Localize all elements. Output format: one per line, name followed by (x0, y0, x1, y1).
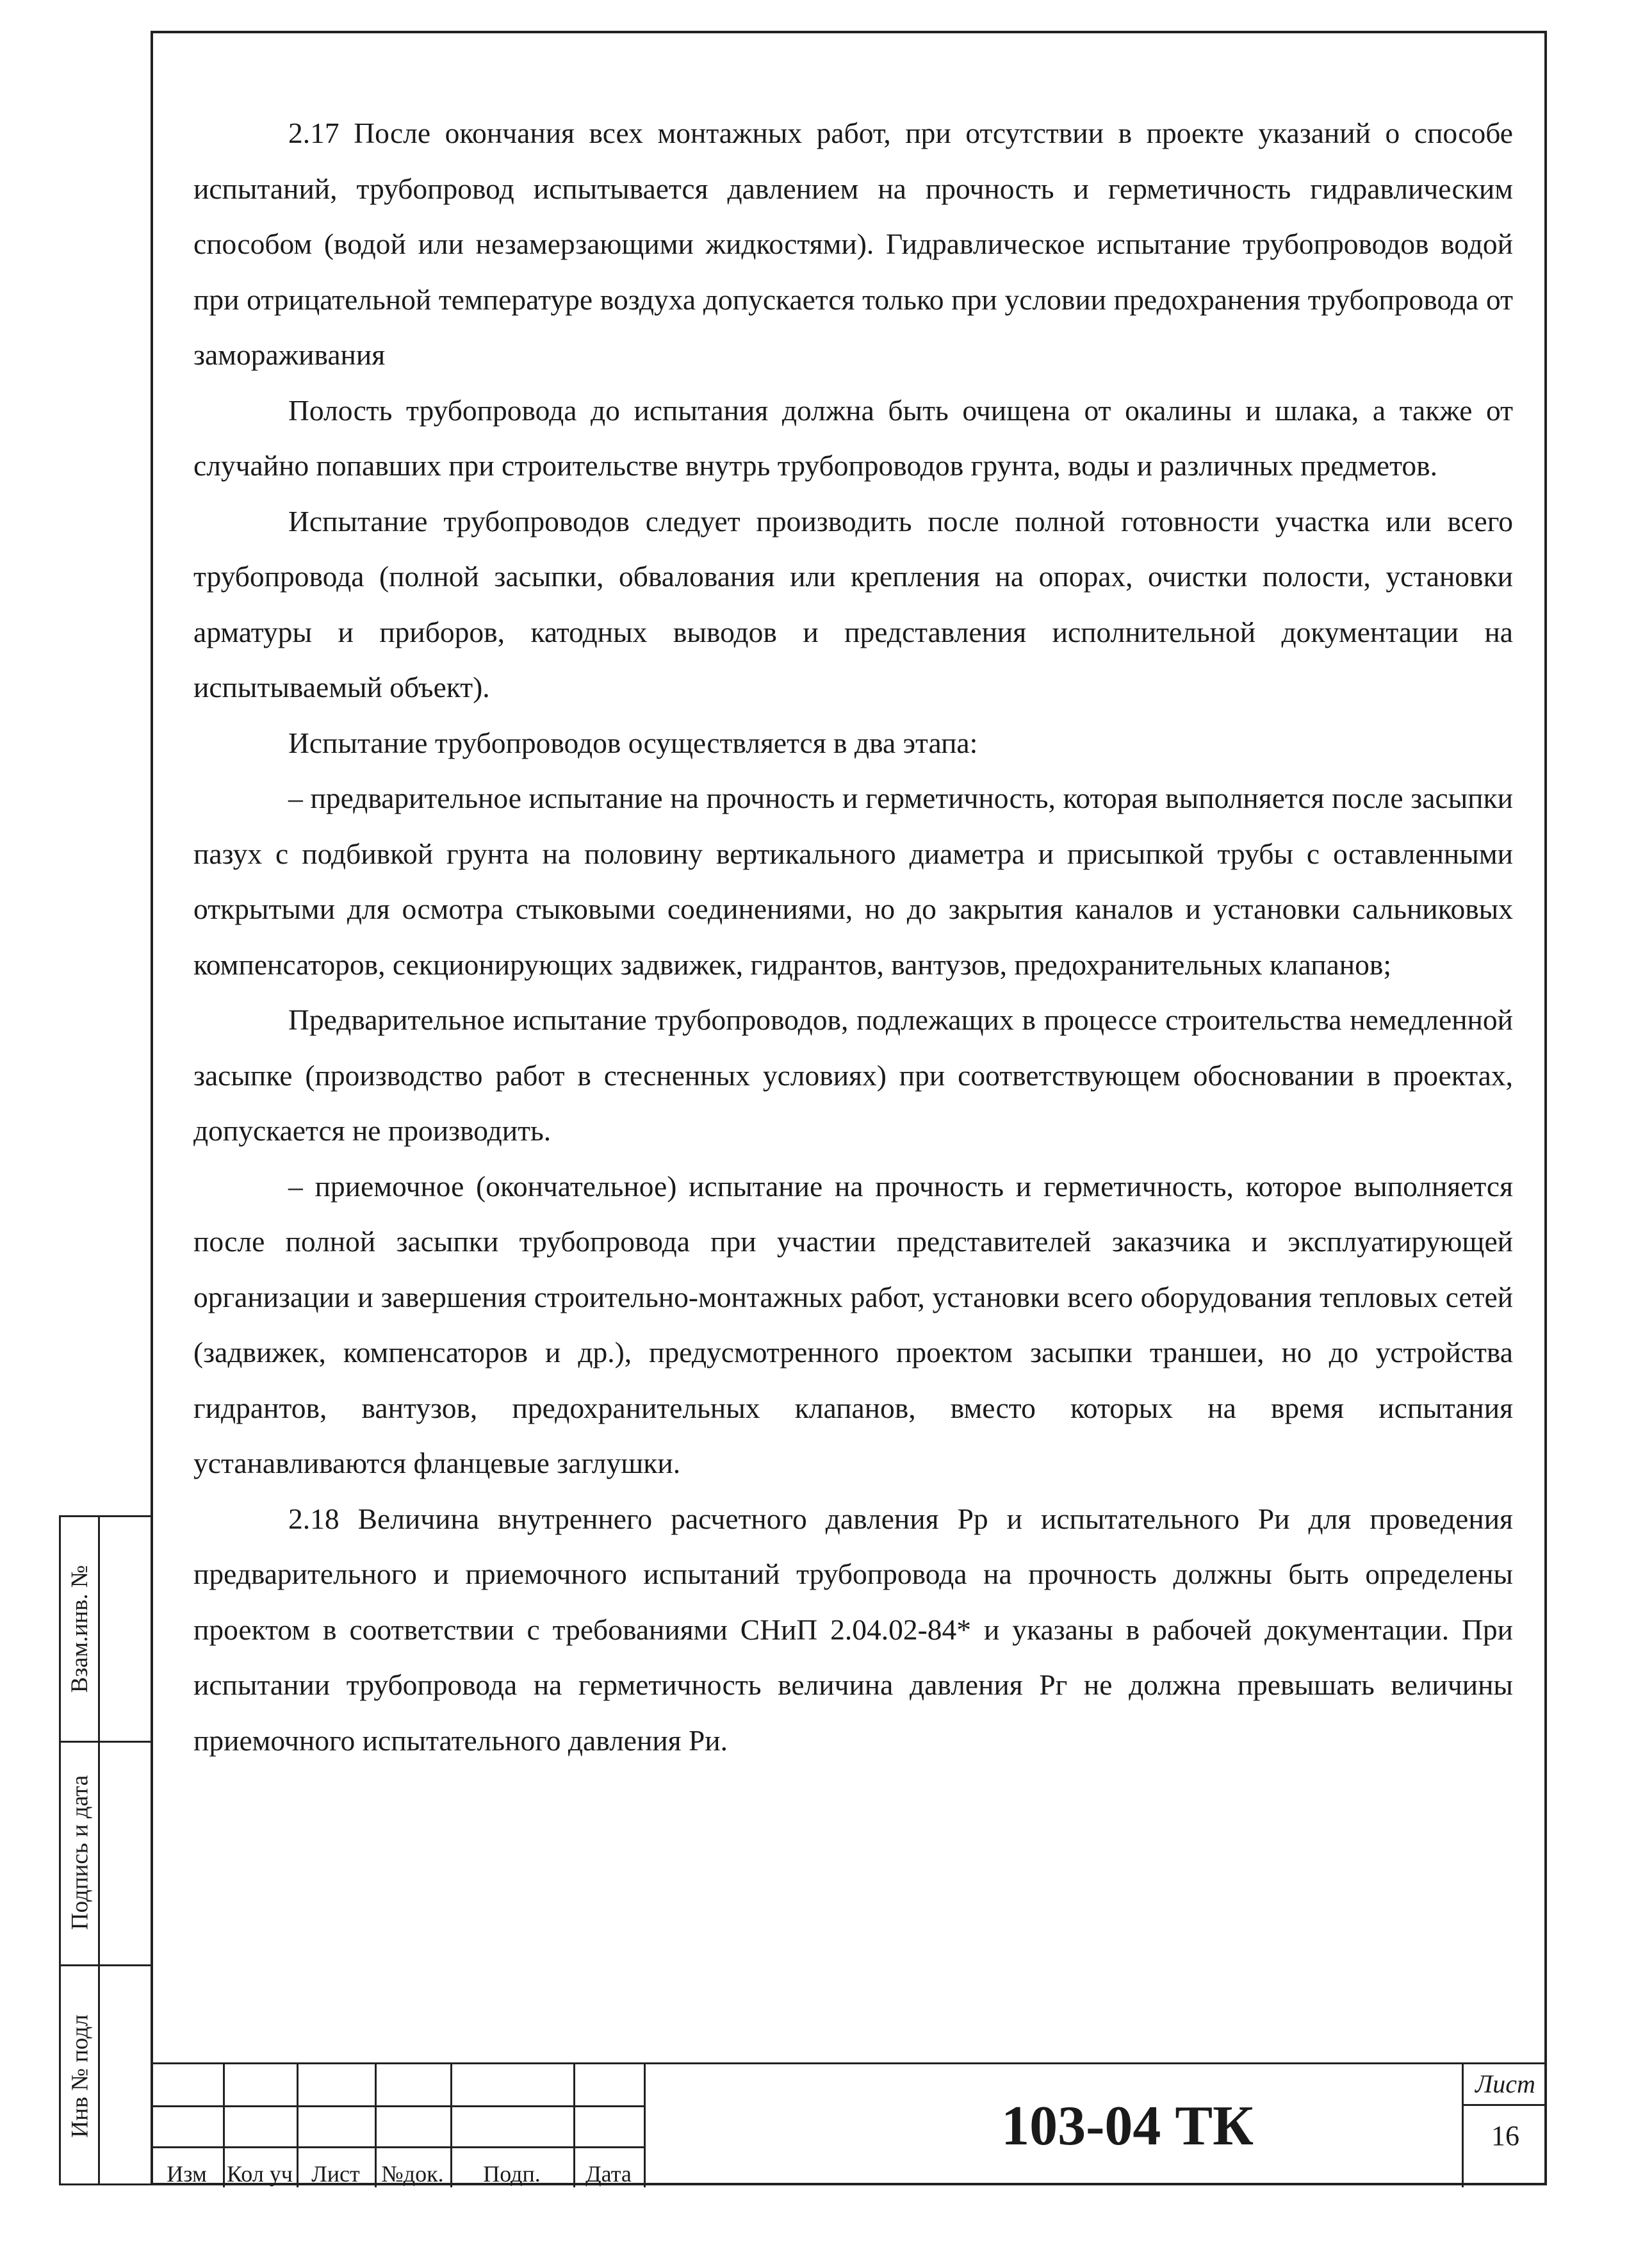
side-stamp-divider (98, 1517, 100, 2183)
label-ndok: №док. (381, 2161, 444, 2187)
sheet-header: Лист (1464, 2064, 1547, 2106)
label-podp: Подп. (483, 2161, 541, 2187)
document-code: 103-04 ТК (1001, 2094, 1254, 2157)
paragraph-acceptance-test: – приемочное (окончательное) испытание на прочность и герметичность, которое выполняется после полной засыпки трубопровода при участии представителей заказчика и эксплуатирующей организации и завершения строительно-монтажных работ, установки всего оборудования тепловых сетей (задвижек, компенсаторов и др.), предусмотренного проектом засыпки траншеи, но до устройства гидрантов, вантузов, предохранительных клапанов, вместо которых на время испытания устанавливаются фланцевые заглушки. (193, 1169, 1513, 1479)
paragraph-two-stages: Испытание трубопроводов осуществляется в два этапа: (288, 726, 978, 759)
side-label-vzam: Взам.инв. № (67, 1565, 94, 1693)
title-block (151, 2062, 1547, 2187)
paragraph-preliminary-test: – предварительное испытание на прочность и герметичность, которая выполняется после засыпки пазух с подбивкой грунта на половину вертикального диаметра и присыпкой трубы с оставленными открытыми для осмотра стыковыми соединениями, но до закрытия каналов и установки сальниковых компенсаторов, секционирующих задвижек, гидрантов, вантузов, предохранительных клапанов; (193, 782, 1513, 981)
side-label-podpis: Подпись и дата (67, 1775, 94, 1930)
label-izm: Изм (167, 2161, 207, 2187)
label-list: Лист (311, 2161, 360, 2187)
paragraph-readiness: Испытание трубопроводов следует производить после полной готовности участка или всего трубопровода (полной засыпки, обвалования или крепления на опорах, очистки полости, установки арматуры и приборов, катодных выводов и представления исполнительной документации на испытываемый объект). (193, 504, 1513, 703)
paragraph-preliminary-exemption: Предварительное испытание трубопроводов, подлежащих в процессе строительства немедленной засыпке (производство работ в стесненных условиях) при соответствующем обосновании в проектах, допускается не производить. (193, 1003, 1513, 1147)
paragraph-cleaning: Полость трубопровода до испытания должна быть очищена от окалины и шлака, а также от случайно попавших при строительстве внутрь трубопроводов грунта, воды и различных предметов. (193, 393, 1513, 482)
grid-line (151, 2146, 644, 2148)
sheet-number: 16 (1491, 2120, 1519, 2151)
sheet-box (1462, 2064, 1547, 2187)
paragraph-2-18: 2.18 Величина внутреннего расчетного давления Рр и испытательного Ри для проведения предварительного и приемочного испытаний трубопровода на прочность должны быть определены проектом в соответствии с требованиями СНиП 2.04.02-84* и указаны в рабочей документации. При испытании трубопровода на герметичность величина давления Рг не должна превышать величины приемочного испытательного давления Ри. (193, 1502, 1513, 1757)
label-data: Дата (585, 2161, 632, 2187)
paragraph-2-17: 2.17 После окончания всех монтажных работ, при отсутствии в проекте указаний о способе испытаний, трубопровод испытывается давлением на прочность и герметичность гидравлическим способом (водой или незамерзающими жидкостями). Гидравлическое испытание трубопроводов водой при отрицательной температуре воздуха допускается только при условии предохранения трубопровода от замораживания (193, 117, 1513, 371)
side-stamp (59, 1515, 153, 2185)
document-body (193, 106, 1513, 1768)
label-kol-uch: Кол уч (227, 2161, 293, 2187)
title-block-grid (151, 2064, 644, 2187)
side-label-inv: Инв № подл (67, 2014, 94, 2138)
grid-line (151, 2105, 644, 2107)
